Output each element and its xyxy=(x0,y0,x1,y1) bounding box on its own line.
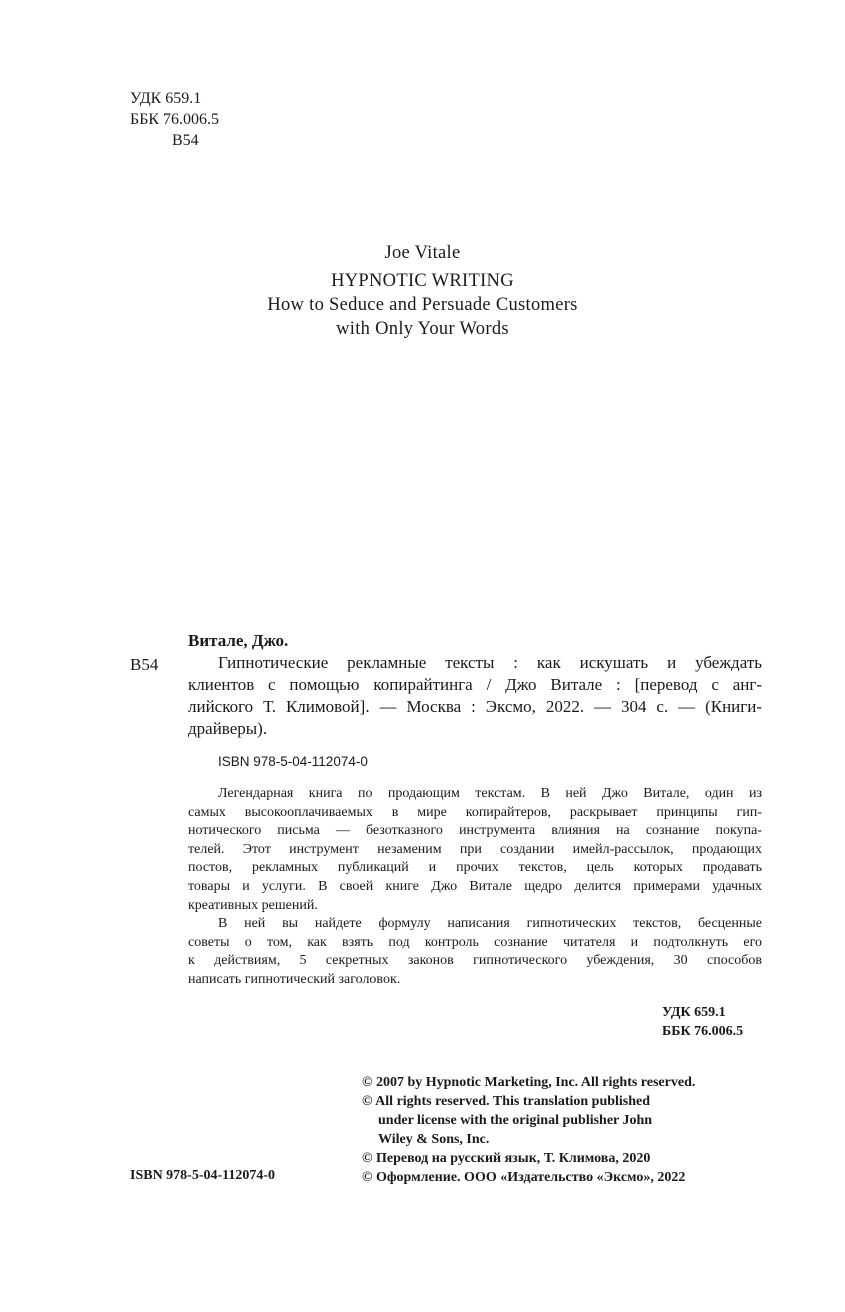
copyright-line: © Оформление. ООО «Издательство «Эксмо», 2022 xyxy=(362,1170,686,1185)
catalog-mark: В54 xyxy=(130,655,159,674)
description-line: Гипнотические рекламные тексты : как искушать и убеждать xyxy=(218,653,762,672)
classification-codes xyxy=(130,88,219,151)
copyright-line: © All rights reserved. This translation published xyxy=(362,1094,651,1109)
udk-value: 659.1 xyxy=(165,90,202,107)
description-line: клиентов с помощью копирайтинга / Джо Витале : [перевод с анг- xyxy=(188,675,762,694)
annotation-line: советы о том, как взять под контроль сознание читателя и подтолкнуть его xyxy=(188,934,762,950)
original-subtitle-line-1: How to Seduce and Persuade Customers xyxy=(267,295,578,315)
author-mark: В54 xyxy=(172,132,199,149)
udk-label: УДК xyxy=(130,90,162,107)
bottom-classification-codes xyxy=(662,1003,743,1041)
description-line: лийского Т. Климовой]. — Москва : Эксмо, 2022. — 304 с. — (Книги- xyxy=(188,697,762,716)
catalog-description xyxy=(130,652,762,740)
description-line: драйверы). xyxy=(188,719,268,738)
copyright-line: Wiley & Sons, Inc. xyxy=(378,1132,490,1147)
catalog-entry xyxy=(130,630,762,740)
annotation-line: постов, рекламных публикаций и прочих текстов, цель которых продавать xyxy=(188,860,762,876)
original-subtitle-line-2: with Only Your Words xyxy=(336,319,509,339)
annotation-line: к действиям, 5 секретных законов гипнотического убеждения, 30 способов xyxy=(188,953,762,969)
copyright-line: © 2007 by Hypnotic Marketing, Inc. All rights reserved. xyxy=(362,1075,696,1090)
annotation-line: Легендарная книга по продающим текстам. В ней Джо Витале, один из xyxy=(218,786,762,801)
isbn-bottom: ISBN 978-5-04-112074-0 xyxy=(130,1168,276,1183)
bottom-udk: УДК 659.1 xyxy=(662,1005,726,1020)
bbk-row xyxy=(130,109,219,130)
bbk-label: ББК xyxy=(130,111,160,128)
annotation-line: написать гипнотический заголовок. xyxy=(188,971,401,987)
copyright-block xyxy=(362,1073,782,1187)
annotation-line: телей. Этот инструмент незаменим при создании имейл-рассылок, продающих xyxy=(188,841,762,857)
copyright-line: © Перевод на русский язык, Т. Климова, 2020 xyxy=(362,1151,651,1166)
bottom-bbk: ББК 76.006.5 xyxy=(662,1024,744,1039)
catalog-isbn: ISBN 978-5-04-112074-0 xyxy=(218,754,368,769)
annotation-line: товары и услуги. В своей книге Джо Витале щедро делится примерами удачных xyxy=(188,878,762,894)
original-title: HYPNOTIC WRITING xyxy=(331,271,514,291)
udk-row xyxy=(130,88,219,109)
annotation-line: самых высокооплачиваемых в мире копирайтеров, раскрывает принципы гип- xyxy=(188,804,762,820)
catalog-author: Витале, Джо. xyxy=(188,631,289,650)
annotation-line: креативных решений. xyxy=(188,897,318,913)
annotation xyxy=(188,785,762,990)
original-author: Joe Vitale xyxy=(384,243,461,263)
bbk-value: 76.006.5 xyxy=(163,111,220,128)
copyright-line: under license with the original publisher John xyxy=(378,1113,653,1128)
annotation-line: нотического письма — безотказного инструмента влияния на сознание покупа- xyxy=(188,823,762,839)
annotation-line: В ней вы найдете формулу написания гипнотических текстов, бесценные xyxy=(218,916,762,932)
original-edition-block xyxy=(0,241,845,341)
